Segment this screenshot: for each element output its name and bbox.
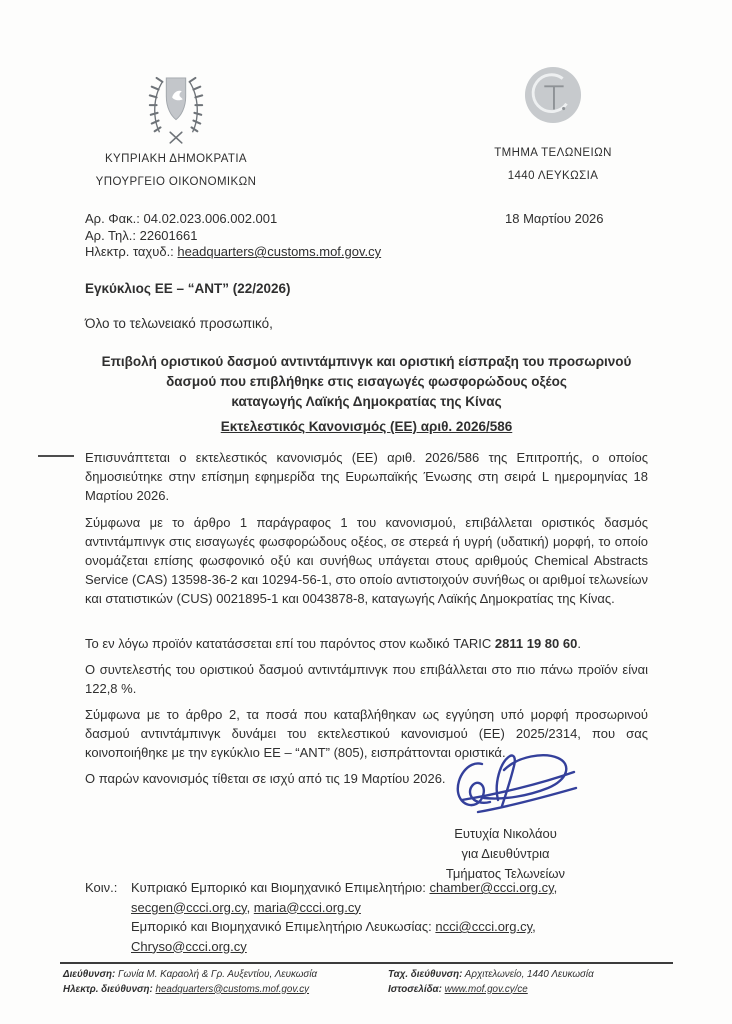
salutation: Όλο το τελωνειακό προσωπικό, (85, 316, 273, 331)
margin-dash-mark (38, 455, 74, 457)
handwritten-signature (448, 748, 580, 822)
letter-footer (60, 962, 673, 997)
paragraph-duty-rate: Ο συντελεστής του οριστικού δασμού αντιντάμπινγκ που επιβάλλεται στο πιο πάνω προϊόν είναι 122,8 %. (85, 662, 648, 696)
footer-email-link[interactable]: headquarters@customs.mof.gov.cy (155, 983, 310, 995)
cc-label: Κοιν.: (85, 880, 118, 895)
ministry-title: ΥΠΟΥΡΓΕΙΟ ΟΙΚΟΝΟΜΙΚΩΝ (95, 176, 257, 188)
cc-email-maria[interactable]: maria@ccci.org.cy (253, 899, 361, 915)
regulation-heading: Εκτελεστικός Κανονισμός (ΕΕ) αριθ. 2026/586 (220, 419, 513, 434)
footer-address-line: Διεύθυνση: Γωνία Μ. Καραολή & Γρ. Αυξεντίου, Λευκωσία (63, 969, 318, 980)
reference-block (85, 211, 381, 261)
signatory-block (418, 824, 593, 884)
paragraph-article1: Σύμφωνα με το άρθρο 1 παράγραφος 1 του κανονισμού, επιβάλλεται οριστικός δασμός αντιντάμπινγκ στις εισαγωγές φωσφορώδους οξέος, σε στερεά ή υγρή (υδατική) μορφή, το οποίο ονομάζεται επίσης φωσφονικό οξύ και συνήθως υπάγεται στους αριθμούς Chemical Abstracts Service (CAS) 13598-36-2 και 10294-56-1, στο οποίο αντιστοιχούν συνήθως οι αριθμοί τελωνείων και στατιστικών (CUS) 0021895-1 και 0043878-8, καταγωγής Λαϊκής Δημοκρατίας της Κίνας. (85, 515, 648, 606)
cc-block (85, 878, 605, 956)
email-line (85, 244, 381, 261)
subject-block (85, 352, 648, 412)
paragraph-entry-into-force: Ο παρών κανονισμός τίθεται σε ισχύ από τις 19 Μαρτίου 2026. (85, 771, 446, 786)
cc-email-chryso[interactable]: Chryso@ccci.org.cy (131, 938, 247, 954)
signatory-title: για Διευθύντρια (461, 846, 550, 861)
department-postcode: 1440 ΛΕΥΚΩΣΙΑ (507, 170, 599, 182)
file-number: Αρ. Φακ.: 04.02.023.006.002.001 (85, 211, 278, 226)
signatory-name: Ευτυχία Νικολάου (454, 826, 557, 841)
taric-code: 2811 19 80 60 (494, 636, 578, 651)
cc-line-2: secgen@ccci.org.cy, maria@ccci.org.cy (131, 899, 361, 915)
subject-line-1: Επιβολή οριστικού δασμού αντιντάμπινγκ και οριστική είσπραξη του προσωρινού (101, 354, 632, 369)
phone-number: Αρ. Τηλ.: 22601661 (85, 227, 198, 243)
cc-email-ncci[interactable]: ncci@ccci.org.cy (435, 919, 533, 934)
footer-email-line: Ηλεκτρ. διεύθυνση: headquarters@customs.mof.gov.cy (63, 983, 310, 995)
email-label: Ηλεκτρ. ταχυδ.: (85, 244, 178, 259)
cc-line-4 (131, 937, 605, 957)
customs-department-seal-icon (524, 66, 582, 124)
paragraph-attachment: Επισυνάπτεται ο εκτελεστικός κανονισμός (ΕΕ) αριθ. 2026/586 της Επιτροπής, ο οποίος δημοσιεύτηκε στην επίσημη εφημερίδα της Ευρωπαϊκής Ένωσης στη σειρά L ημερομηνίας 18 Μαρτίου 2026. (85, 450, 648, 503)
header-left (81, 70, 271, 194)
header-right (470, 66, 636, 188)
department-title: ΤΜΗΜΑ ΤΕΛΩΝΕΙΩΝ (494, 147, 612, 159)
subject-line-3: καταγωγής Λαϊκής Δημοκρατίας της Κίνας (231, 394, 502, 409)
republic-title: ΚΥΠΡΙΑΚΗ ΔΗΜΟΚΡΑΤΙΑ (104, 153, 248, 165)
header-email-link[interactable]: headquarters@customs.mof.gov.cy (177, 244, 382, 259)
cyprus-coat-of-arms-icon (144, 70, 208, 146)
cc-line-3: Εμπορικό και Βιομηχανικό Επιμελητήριο Λευκωσίας: ncci@ccci.org.cy, (131, 919, 536, 934)
signatory-department: Τμήματος Τελωνείων (445, 866, 566, 881)
subject-line-2: δασμού που επιβλήθηκε στις εισαγωγές φωσφορώδους οξέος (166, 374, 567, 389)
footer-postal-line: Ταχ. διεύθυνση: Αρχιτελωνείο, 1440 Λευκωσία (388, 969, 594, 980)
paragraph-taric: Το εν λόγω προϊόν κατατάσσεται επί του παρόντος στον κωδικό TARIC 2811 19 80 60. (85, 636, 581, 651)
cc-line-1: Κυπριακό Εμπορικό και Βιομηχανικό Επιμελητήριο: chamber@ccci.org.cy, (131, 880, 558, 895)
circular-title: Εγκύκλιος ΕΕ – “ΑΝΤ” (22/2026) (85, 281, 291, 296)
footer-web-line: Ιστοσελίδα: www.mof.gov.cy/ce (388, 983, 528, 995)
paragraph-article2: Σύμφωνα με το άρθρο 2, τα ποσά που καταβλήθηκαν ως εγγύηση υπό μορφή προσωρινού δασμού αντιντάμπινγκ δυνάμει του εκτελεστικού κανονισμού (ΕΕ) 2025/2314, που σας κοινοποιήθηκε με την εγκύκλιο ΕΕ – “ΑΝΤ” (805), εισπράττονται οριστικά. (85, 707, 648, 760)
footer-website-link[interactable]: www.mof.gov.cy/ce (444, 983, 528, 995)
cc-email-secgen[interactable]: secgen@ccci.org.cy (131, 899, 247, 915)
letter-date: 18 Μαρτίου 2026 (505, 211, 604, 226)
cc-email-chamber[interactable]: chamber@ccci.org.cy (429, 880, 554, 895)
